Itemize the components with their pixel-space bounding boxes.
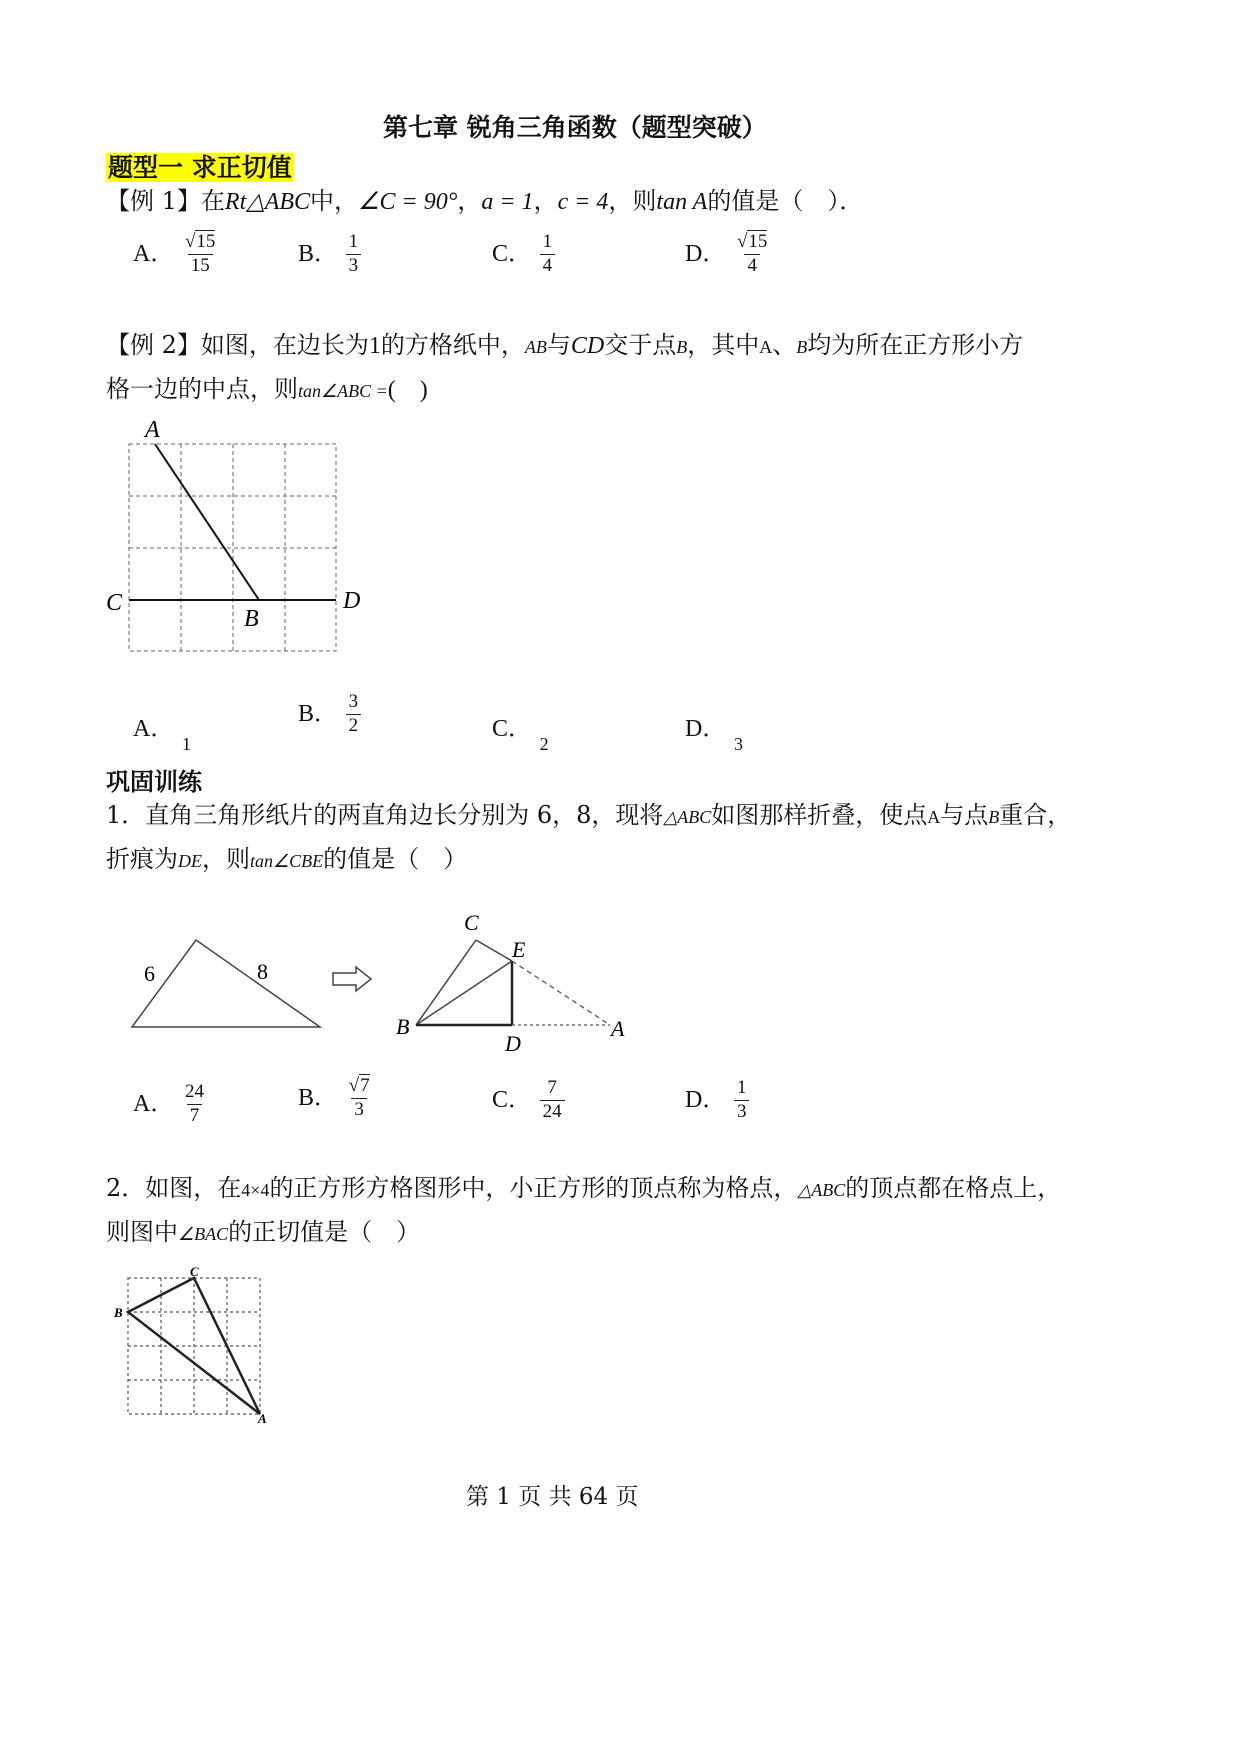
point-b-label: B [244, 606, 259, 632]
point-a-label: A [258, 1411, 267, 1426]
option-label: A． [133, 716, 175, 742]
ex1-tan: tan A [656, 189, 708, 215]
arrow-icon [333, 967, 371, 991]
q1-text: 的值是（ ） [323, 845, 468, 873]
fraction-denominator: 24 [540, 1100, 565, 1123]
ex1-a-condition: a = 1 [481, 189, 534, 215]
option-label: D． [685, 716, 727, 742]
question-2-line2 [106, 1217, 420, 1249]
option-label: A． [133, 240, 175, 267]
ex1-option-c[interactable] [492, 232, 555, 277]
section-heading-label: 题型一 求正切值 [108, 153, 292, 182]
option-label: D． [685, 240, 727, 267]
fraction-denominator: 3 [734, 1100, 750, 1123]
ex2-text: 的方格纸中， [380, 331, 525, 359]
fraction-denominator: 15 [188, 254, 213, 277]
point-d-label: D [343, 588, 361, 614]
ex2-option-b[interactable] [298, 692, 361, 737]
point-c-label: C [106, 590, 123, 616]
example-2-stem-line2 [106, 374, 428, 406]
option-label: C． [492, 240, 533, 267]
option-label: C． [492, 1086, 533, 1113]
q1-point-b: B [988, 807, 1000, 827]
q1-fold-figure [120, 905, 650, 1065]
option-value: 2 [539, 734, 549, 754]
q1-option-b[interactable] [298, 1076, 373, 1121]
q2-triangle: △ABC [797, 1180, 846, 1200]
ex1-sep: ， [457, 187, 482, 215]
fraction: $\frac{√15}{4}$ [736, 231, 768, 276]
ex1-option-d[interactable] [685, 232, 770, 277]
fraction [346, 232, 362, 277]
practice-heading: 巩固训练 [106, 768, 202, 796]
fraction-denominator: 7 [187, 1104, 203, 1127]
point-b-label: B [396, 1014, 410, 1039]
ex2-paren: ( ) [387, 377, 428, 403]
ex2-text: 与 [546, 331, 571, 359]
option-label: A． [133, 1090, 175, 1117]
option-value: 1 [181, 734, 191, 754]
q1-option-c[interactable] [492, 1078, 565, 1123]
question-1-line2 [106, 844, 467, 876]
fraction-numerator: 24 [184, 1081, 204, 1102]
point-b-label: B [114, 1305, 123, 1320]
ex2-option-a[interactable] [133, 708, 191, 754]
q1-option-a[interactable] [133, 1082, 207, 1127]
point-c-label: C [464, 910, 479, 935]
ex2-text: 【例 2】如图，在边长为 [106, 331, 369, 359]
side-6-label: 6 [144, 961, 155, 986]
fraction-numerator: 7 [547, 1077, 557, 1098]
q1-point-a: A [927, 807, 941, 827]
segment-ab [155, 444, 259, 600]
point-d-label: D [505, 1031, 521, 1056]
fraction-numerator: 15 [748, 231, 768, 252]
section-heading [106, 148, 294, 184]
option-value: 3 [733, 734, 743, 754]
q2-text: 的正切值是（ ） [228, 1218, 421, 1246]
fraction: $\frac{√7}{3}$ [348, 1075, 370, 1120]
option-label: B． [298, 240, 339, 267]
q2-grid-size: 4×4 [241, 1180, 270, 1200]
ex2-text: ，其中 [687, 331, 760, 359]
option-label: D． [685, 1086, 727, 1113]
q2-angle: ∠BAC [178, 1224, 229, 1244]
q1-tan: tan∠CBE [250, 851, 324, 871]
q1-text: ，则 [202, 845, 250, 873]
ex1-option-a[interactable] [133, 232, 218, 277]
ex1-text: 中， [310, 187, 359, 215]
ex1-c-condition: c = 4 [557, 189, 609, 215]
q1-text: 与点 [940, 801, 989, 829]
ex2-point-b: B [796, 337, 808, 357]
point-a-label: A [611, 1016, 625, 1041]
ex1-prefix: 【例 1】在 [106, 187, 225, 215]
fraction-denominator: 3 [346, 254, 362, 277]
point-a-label: A [145, 417, 160, 443]
side-8-label: 8 [257, 959, 268, 984]
q2-text: 则图中 [106, 1218, 178, 1246]
example-1-stem [106, 186, 863, 217]
ex1-option-b[interactable] [298, 232, 361, 277]
fraction-numerator: 3 [348, 691, 359, 712]
example-2-stem-line1 [106, 330, 1023, 362]
question-2-line1 [106, 1173, 1061, 1205]
point-e-label: E [512, 937, 526, 962]
option-label: C． [492, 716, 533, 742]
option-label: B． [298, 1084, 339, 1111]
q2-text: 的正方形方格图形中，小正方形的顶点称为格点， [269, 1174, 798, 1202]
ex2-point-a: A [759, 337, 773, 357]
q2-text: 2．如图，在 [106, 1174, 242, 1202]
ex1-angle-condition: ∠C = 90° [358, 189, 458, 215]
ex2-tan: tan∠ABC = [298, 381, 388, 401]
original-triangle [132, 940, 320, 1027]
ex2-side-length: 1 [368, 333, 381, 359]
ex2-option-d[interactable] [685, 708, 743, 754]
fraction: $\frac{√15}{15}$ [184, 231, 216, 276]
ex2-option-c[interactable] [492, 708, 549, 754]
ex1-end: 的值是（ ）． [707, 187, 864, 215]
q1-text: 如图那样折叠，使点 [711, 801, 928, 829]
ex2-text: 均为所在正方形小方 [807, 331, 1024, 359]
fraction [540, 1078, 565, 1123]
point-c-label: C [190, 1264, 199, 1279]
page-footer: 第 1 页 共 64 页 [466, 1484, 639, 1510]
fraction-denominator: 4 [744, 254, 760, 277]
ex2-text: 、 [772, 331, 797, 359]
ex1-sep: ， [533, 187, 558, 215]
page-title: 第七章 锐角三角函数（题型突破） [383, 113, 767, 142]
q2-grid-figure [112, 1265, 282, 1425]
fraction-numerator: 1 [348, 231, 359, 252]
fraction-numerator: 1 [736, 1077, 747, 1098]
q2-text: 的顶点都在格点上， [845, 1174, 1062, 1202]
fraction-denominator: 2 [346, 714, 362, 737]
fraction-numerator: 15 [196, 231, 216, 252]
fraction [182, 1082, 207, 1127]
ex1-text: ，则 [608, 187, 657, 215]
ex2-grid-figure [100, 415, 370, 675]
q1-option-d[interactable] [685, 1078, 749, 1123]
ex2-segment-ab: AB [524, 337, 547, 357]
fraction-numerator: 7 [360, 1075, 370, 1096]
q1-text: 折痕为 [106, 845, 178, 873]
fraction-denominator: 4 [540, 254, 556, 277]
fraction [346, 692, 362, 737]
ex1-triangle: Rt△ABC [224, 189, 311, 215]
q1-text: 重合， [999, 801, 1072, 829]
fraction-denominator: 3 [351, 1098, 367, 1121]
question-1-line1 [106, 800, 1071, 832]
ex2-segment-cd: CD [570, 333, 605, 359]
option-label: B． [298, 700, 339, 727]
ex2-text: 交于点 [604, 331, 677, 359]
fraction [540, 232, 556, 277]
ex2-point-b: B [676, 337, 688, 357]
fraction [734, 1078, 750, 1123]
ex2-text: 格一边的中点，则 [106, 375, 298, 403]
q1-triangle: △ABC [663, 807, 712, 827]
fraction-numerator: 1 [542, 231, 553, 252]
q1-crease: DE [178, 851, 202, 871]
q1-text: 1．直角三角形纸片的两直角边长分别为 6，8，现将 [106, 801, 664, 829]
